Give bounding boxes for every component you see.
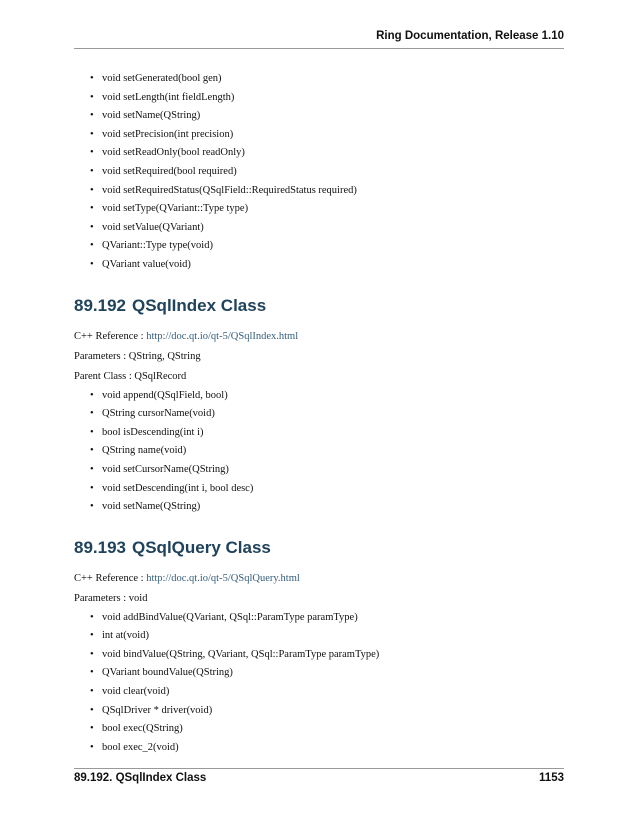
method-item: • void setLength(int fieldLength)	[92, 89, 564, 108]
section-number: 89.193	[74, 537, 126, 557]
method-item: • void setReadOnly(bool readOnly)	[92, 144, 564, 163]
method-item: • void setCursorName(QString)	[92, 461, 564, 480]
method-item: • void setDescending(int i, bool desc)	[92, 480, 564, 499]
method-item: • bool exec_2(void)	[92, 739, 564, 758]
page-number: 1153	[539, 772, 564, 784]
footer-rule	[74, 768, 564, 769]
method-item: • QVariant value(void)	[92, 256, 564, 275]
method-item: • QSqlDriver * driver(void)	[92, 702, 564, 721]
running-header: Ring Documentation, Release 1.10	[376, 30, 564, 42]
section-heading-qsqlindex	[74, 289, 564, 323]
section-heading-qsqlquery	[74, 531, 564, 565]
method-item: • void setRequiredStatus(QSqlField::RequiredStatus required)	[92, 182, 564, 201]
method-item: • bool isDescending(int i)	[92, 424, 564, 443]
parameters-line: Parameters : QString, QString	[74, 350, 201, 362]
qsqlquery-methods-list	[74, 609, 564, 758]
method-item: • void clear(void)	[92, 683, 564, 702]
section-number: 89.192	[74, 295, 126, 315]
method-item: • QVariant::Type type(void)	[92, 237, 564, 256]
header-rule	[74, 48, 564, 49]
section-title: QSqlQuery Class	[132, 537, 271, 557]
parameters-line: Parameters : void	[74, 592, 148, 604]
method-item: • void setRequired(bool required)	[92, 163, 564, 182]
method-item: • void addBindValue(QVariant, QSql::ParamType paramType)	[92, 609, 564, 628]
method-item: • QString cursorName(void)	[92, 405, 564, 424]
method-item: • void append(QSqlField, bool)	[92, 387, 564, 406]
parent-class-line: Parent Class : QSqlRecord	[74, 370, 187, 382]
method-item: • QVariant boundValue(QString)	[92, 664, 564, 683]
method-item: • bool exec(QString)	[92, 720, 564, 739]
page-content	[74, 70, 564, 757]
reference-link[interactable]: http://doc.qt.io/qt-5/QSqlIndex.html	[146, 330, 299, 342]
method-item: • void setName(QString)	[92, 107, 564, 126]
footer-section-title: 89.192. QSqlIndex Class	[74, 772, 207, 784]
qsqlfield-methods-list	[74, 70, 564, 275]
method-item: • void setName(QString)	[92, 498, 564, 517]
method-item: • void bindValue(QString, QVariant, QSql::ParamType paramType)	[92, 646, 564, 665]
cpp-reference: C++ Reference : http://doc.qt.io/qt-5/QSqlQuery.html	[74, 572, 300, 584]
cpp-reference: C++ Reference : http://doc.qt.io/qt-5/QSqlIndex.html	[74, 330, 299, 342]
method-item: • int at(void)	[92, 627, 564, 646]
method-item: • void setGenerated(bool gen)	[92, 70, 564, 89]
method-item: • QString name(void)	[92, 442, 564, 461]
section-title: QSqlIndex Class	[132, 295, 267, 315]
method-item: • void setType(QVariant::Type type)	[92, 200, 564, 219]
qsqlindex-methods-list	[74, 387, 564, 517]
method-item: • void setPrecision(int precision)	[92, 126, 564, 145]
method-item: • void setValue(QVariant)	[92, 219, 564, 238]
reference-link[interactable]: http://doc.qt.io/qt-5/QSqlQuery.html	[146, 572, 300, 584]
